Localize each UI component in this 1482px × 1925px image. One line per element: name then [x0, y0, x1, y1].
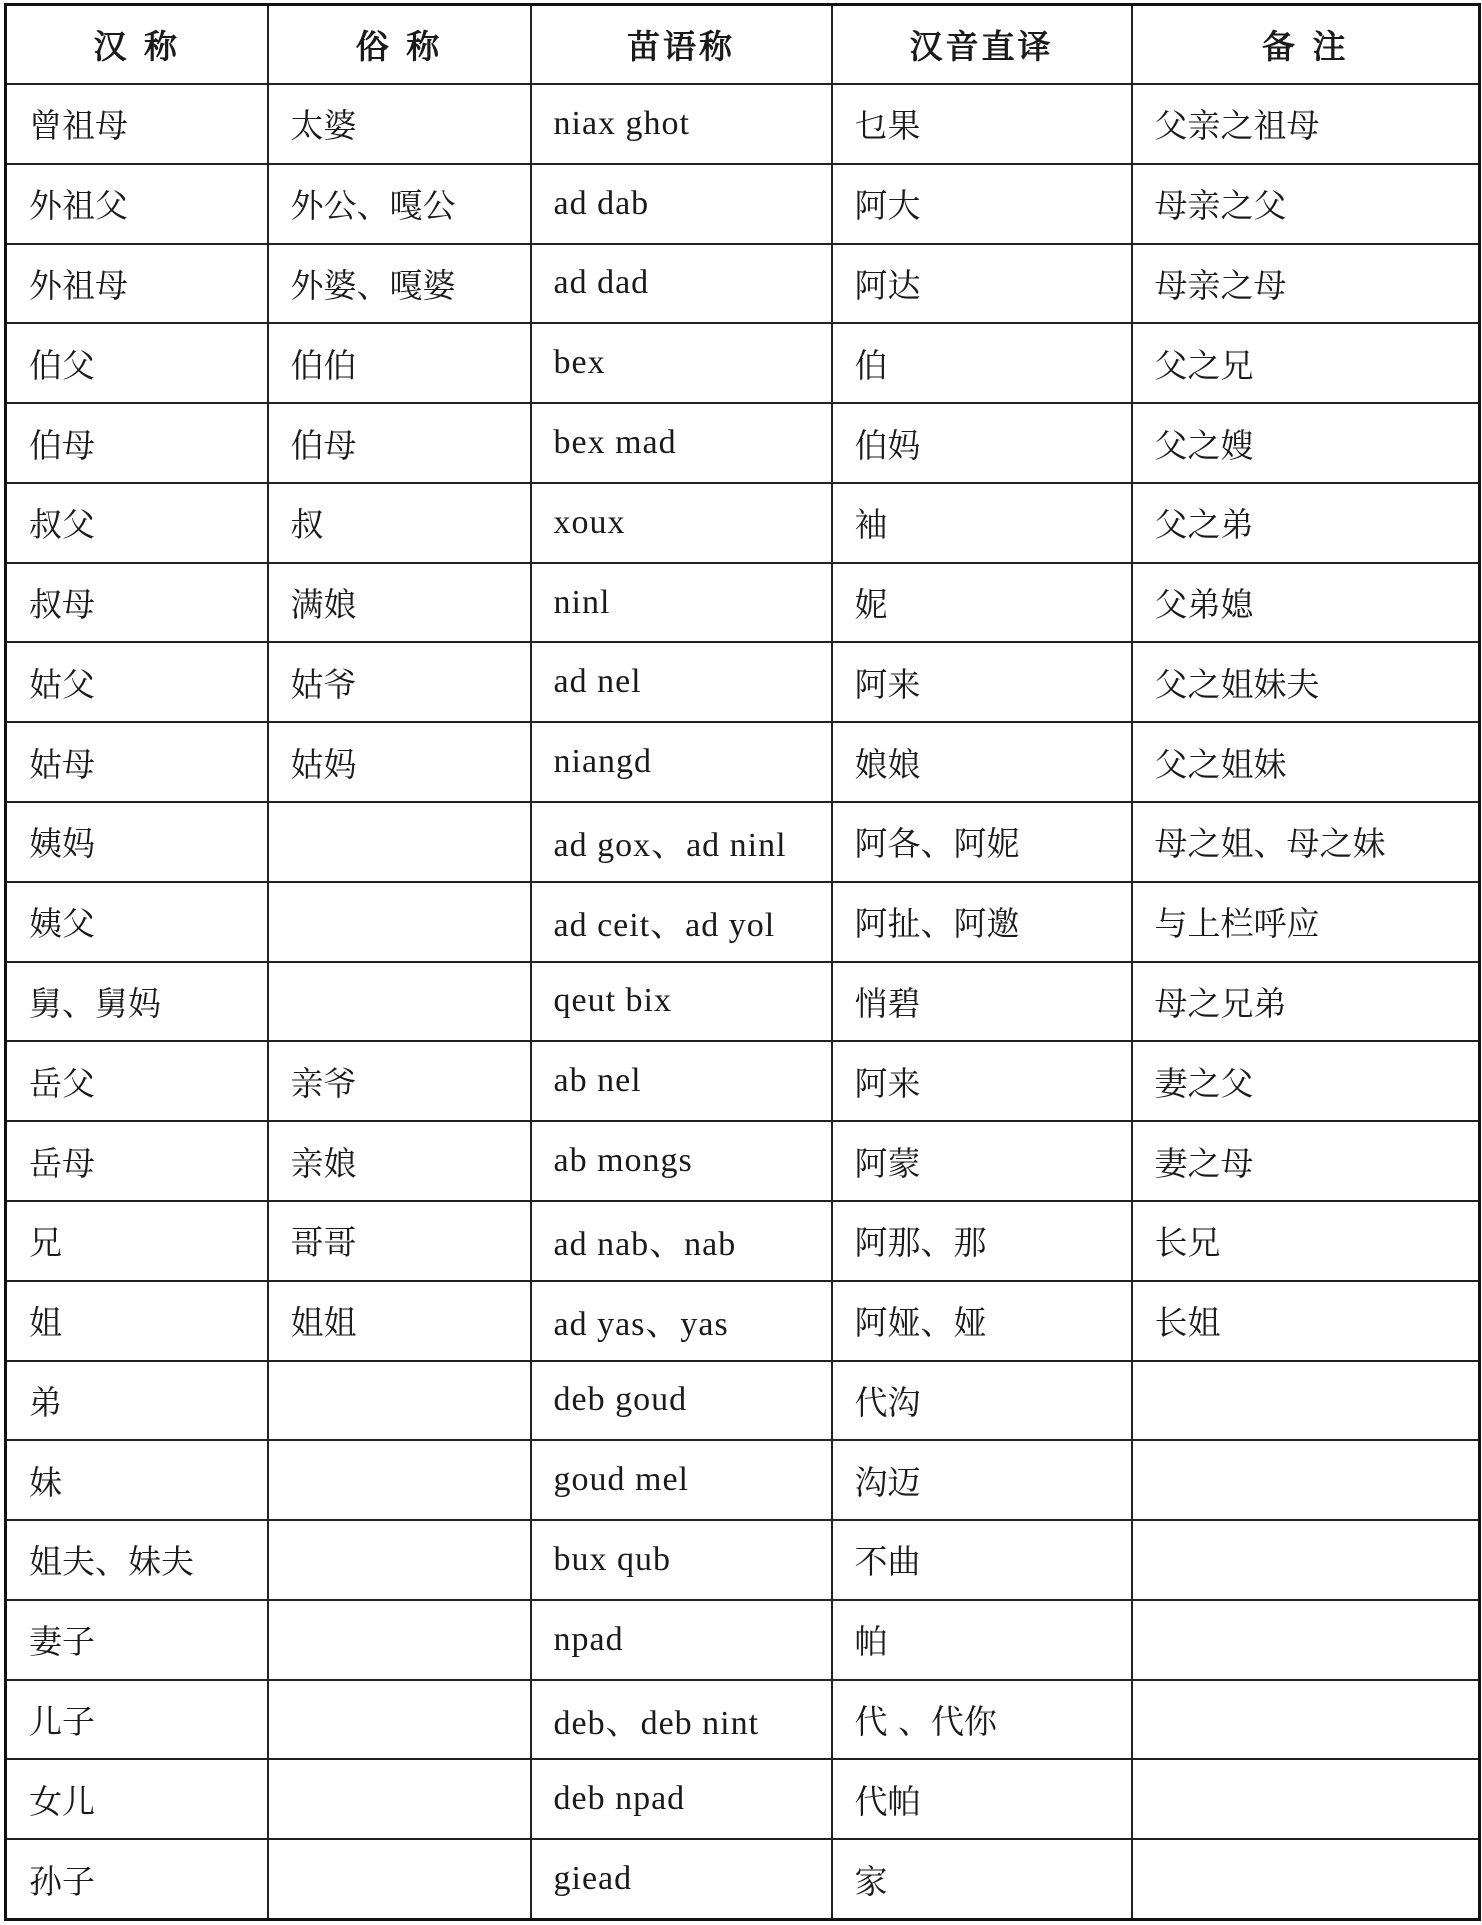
han-name-cell: 弟 [6, 1361, 268, 1441]
table-row [6, 962, 1480, 1042]
common-name-cell: 伯母 [268, 403, 531, 483]
miao-name-cell: ad ceit、ad yol [531, 882, 832, 962]
transliteration-cell: 阿各、阿妮 [832, 802, 1132, 882]
notes-cell: 长姐 [1132, 1281, 1480, 1361]
han-name-cell: 岳母 [6, 1121, 268, 1201]
miao-name-cell: bex [531, 323, 832, 403]
table-row [6, 323, 1480, 403]
han-name-cell: 姨父 [6, 882, 268, 962]
han-name-cell: 儿子 [6, 1680, 268, 1760]
table-row [6, 1281, 1480, 1361]
han-name-cell: 外祖母 [6, 244, 268, 324]
han-name-cell: 伯父 [6, 323, 268, 403]
table-row [6, 882, 1480, 962]
header-common-name: 俗 称 [268, 5, 531, 85]
han-name-cell: 曾祖母 [6, 84, 268, 164]
common-name-cell: 姐姐 [268, 1281, 531, 1361]
table-row [6, 1759, 1480, 1839]
table-row [6, 403, 1480, 483]
han-name-cell: 舅、舅妈 [6, 962, 268, 1042]
notes-cell: 父之姐妹 [1132, 722, 1480, 802]
table-row [6, 802, 1480, 882]
transliteration-cell: 妮 [832, 563, 1132, 643]
notes-cell [1132, 1759, 1480, 1839]
table-row [6, 483, 1480, 563]
miao-name-cell: ab mongs [531, 1121, 832, 1201]
notes-cell: 父之弟 [1132, 483, 1480, 563]
table-row [6, 642, 1480, 722]
notes-cell: 父之嫂 [1132, 403, 1480, 483]
han-name-cell: 叔父 [6, 483, 268, 563]
miao-name-cell: deb、deb nint [531, 1680, 832, 1760]
table-row [6, 1600, 1480, 1680]
transliteration-cell: 代帕 [832, 1759, 1132, 1839]
notes-cell [1132, 1680, 1480, 1760]
common-name-cell: 满娘 [268, 563, 531, 643]
notes-cell: 母亲之父 [1132, 164, 1480, 244]
notes-cell: 母亲之母 [1132, 244, 1480, 324]
han-name-cell: 孙子 [6, 1839, 268, 1919]
han-name-cell: 姑父 [6, 642, 268, 722]
miao-name-cell: ab nel [531, 1041, 832, 1121]
transliteration-cell: 代沟 [832, 1361, 1132, 1441]
miao-name-cell: npad [531, 1600, 832, 1680]
han-name-cell: 妹 [6, 1440, 268, 1520]
transliteration-cell: 伯 [832, 323, 1132, 403]
miao-name-cell: deb npad [531, 1759, 832, 1839]
miao-name-cell: bex mad [531, 403, 832, 483]
common-name-cell: 哥哥 [268, 1201, 531, 1281]
common-name-cell [268, 1361, 531, 1441]
common-name-cell [268, 1680, 531, 1760]
table-body [6, 84, 1480, 1920]
transliteration-cell: 代 、代你 [832, 1680, 1132, 1760]
common-name-cell: 外婆、嘎婆 [268, 244, 531, 324]
transliteration-cell: 阿那、那 [832, 1201, 1132, 1281]
miao-name-cell: ad yas、yas [531, 1281, 832, 1361]
table-row [6, 1121, 1480, 1201]
kinship-terms-table [4, 3, 1481, 1921]
miao-name-cell: ninl [531, 563, 832, 643]
table-row [6, 84, 1480, 164]
notes-cell: 母之姐、母之妹 [1132, 802, 1480, 882]
common-name-cell: 姑妈 [268, 722, 531, 802]
miao-name-cell: niangd [531, 722, 832, 802]
transliteration-cell: 乜果 [832, 84, 1132, 164]
common-name-cell: 姑爷 [268, 642, 531, 722]
notes-cell [1132, 1839, 1480, 1919]
han-name-cell: 兄 [6, 1201, 268, 1281]
miao-name-cell: bux qub [531, 1520, 832, 1600]
miao-name-cell: goud mel [531, 1440, 832, 1520]
transliteration-cell: 阿扯、阿邀 [832, 882, 1132, 962]
common-name-cell: 亲娘 [268, 1121, 531, 1201]
table-row [6, 1041, 1480, 1121]
han-name-cell: 姑母 [6, 722, 268, 802]
han-name-cell: 姐夫、妹夫 [6, 1520, 268, 1600]
header-notes: 备 注 [1132, 5, 1480, 85]
notes-cell: 长兄 [1132, 1201, 1480, 1281]
transliteration-cell: 伯妈 [832, 403, 1132, 483]
notes-cell: 父之兄 [1132, 323, 1480, 403]
notes-cell: 父亲之祖母 [1132, 84, 1480, 164]
miao-name-cell: ad dab [531, 164, 832, 244]
han-name-cell: 妻子 [6, 1600, 268, 1680]
common-name-cell [268, 1839, 531, 1919]
han-name-cell: 姐 [6, 1281, 268, 1361]
han-name-cell: 伯母 [6, 403, 268, 483]
table-row [6, 563, 1480, 643]
common-name-cell: 伯伯 [268, 323, 531, 403]
table-row [6, 1680, 1480, 1760]
common-name-cell: 外公、嘎公 [268, 164, 531, 244]
han-name-cell: 女儿 [6, 1759, 268, 1839]
common-name-cell [268, 1759, 531, 1839]
transliteration-cell: 阿蒙 [832, 1121, 1132, 1201]
transliteration-cell: 悄碧 [832, 962, 1132, 1042]
common-name-cell [268, 962, 531, 1042]
miao-name-cell: ad nab、nab [531, 1201, 832, 1281]
common-name-cell [268, 1440, 531, 1520]
table-row [6, 1440, 1480, 1520]
notes-cell: 妻之母 [1132, 1121, 1480, 1201]
common-name-cell: 太婆 [268, 84, 531, 164]
table-row [6, 1201, 1480, 1281]
notes-cell [1132, 1600, 1480, 1680]
notes-cell [1132, 1520, 1480, 1600]
miao-name-cell: giead [531, 1839, 832, 1919]
transliteration-cell: 不曲 [832, 1520, 1132, 1600]
header-row [6, 5, 1480, 85]
transliteration-cell: 娘娘 [832, 722, 1132, 802]
miao-name-cell: xoux [531, 483, 832, 563]
han-name-cell: 叔母 [6, 563, 268, 643]
header-miao-name: 苗语称 [531, 5, 832, 85]
notes-cell [1132, 1361, 1480, 1441]
transliteration-cell: 阿大 [832, 164, 1132, 244]
notes-cell: 父之姐妹夫 [1132, 642, 1480, 722]
table-header [6, 5, 1480, 85]
common-name-cell: 叔 [268, 483, 531, 563]
common-name-cell [268, 882, 531, 962]
table-row [6, 244, 1480, 324]
miao-name-cell: deb goud [531, 1361, 832, 1441]
han-name-cell: 岳父 [6, 1041, 268, 1121]
transliteration-cell: 袖 [832, 483, 1132, 563]
transliteration-cell: 家 [832, 1839, 1132, 1919]
transliteration-cell: 帕 [832, 1600, 1132, 1680]
common-name-cell [268, 1600, 531, 1680]
notes-cell: 与上栏呼应 [1132, 882, 1480, 962]
common-name-cell [268, 1520, 531, 1600]
miao-name-cell: ad dad [531, 244, 832, 324]
common-name-cell: 亲爷 [268, 1041, 531, 1121]
miao-name-cell: qeut bix [531, 962, 832, 1042]
transliteration-cell: 阿达 [832, 244, 1132, 324]
transliteration-cell: 沟迈 [832, 1440, 1132, 1520]
header-transliteration: 汉音直译 [832, 5, 1132, 85]
header-han-name: 汉 称 [6, 5, 268, 85]
transliteration-cell: 阿来 [832, 1041, 1132, 1121]
notes-cell: 母之兄弟 [1132, 962, 1480, 1042]
table-row [6, 164, 1480, 244]
notes-cell [1132, 1440, 1480, 1520]
table-row [6, 1361, 1480, 1441]
notes-cell: 妻之父 [1132, 1041, 1480, 1121]
table-row [6, 722, 1480, 802]
miao-name-cell: ad gox、ad ninl [531, 802, 832, 882]
han-name-cell: 外祖父 [6, 164, 268, 244]
han-name-cell: 姨妈 [6, 802, 268, 882]
table-row [6, 1520, 1480, 1600]
common-name-cell [268, 802, 531, 882]
transliteration-cell: 阿来 [832, 642, 1132, 722]
transliteration-cell: 阿娅、娅 [832, 1281, 1132, 1361]
miao-name-cell: niax ghot [531, 84, 832, 164]
table-row [6, 1839, 1480, 1919]
notes-cell: 父弟媳 [1132, 563, 1480, 643]
miao-name-cell: ad nel [531, 642, 832, 722]
